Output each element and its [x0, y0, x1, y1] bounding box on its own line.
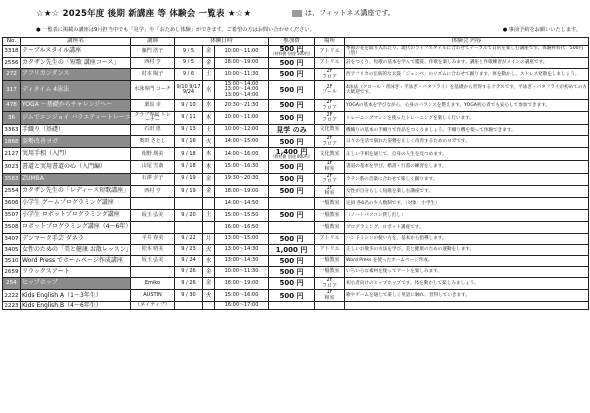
row-place: 1F 和室 [315, 290, 345, 302]
row-place: アトリエ [315, 234, 345, 245]
row-content: 正しいお散歩の方法を学び、美と健康のための運動をします。 [345, 245, 589, 256]
row-time: 16:00〜17:00 [215, 302, 269, 310]
row-date [175, 302, 203, 310]
row-teacher: 栗原 幸 [131, 100, 175, 112]
row-fee: 500 円 [269, 185, 315, 197]
row-id: 272 [3, 68, 21, 80]
row-fee-note: （教材費 別途 900円） [270, 154, 313, 160]
row-date: 9 / 10 [175, 100, 203, 112]
row-fee: 500 円 [269, 100, 315, 112]
table-row [3, 210, 589, 222]
row-id: 2223 [4, 302, 19, 309]
row-teacher: 坂玉 弘美 [131, 210, 175, 222]
row-date: 9 / 20 [175, 210, 203, 222]
row-date: 9 / 6 [175, 68, 203, 80]
table-row [3, 267, 589, 278]
row-place: 1F 和室 [315, 161, 345, 173]
col-course: 講座名 [21, 38, 131, 46]
row-time: 10:00〜11:30 [215, 267, 269, 278]
note-right: ● 事前予約をお願いいたします。 [502, 27, 581, 33]
row-course-name: カクザン先生の「レディース短歌講座」 [21, 185, 131, 197]
row-time: 18:00〜19:00 [215, 278, 269, 290]
row-fee [269, 198, 315, 210]
row-place: アトリエ [315, 57, 345, 68]
table-row [3, 125, 589, 136]
notes [36, 26, 581, 33]
table-row [3, 278, 589, 290]
row-date: 9/10 9/17 9/24 [175, 81, 203, 100]
row-date: 9 / 30 [175, 290, 203, 302]
row-id: 3606 [3, 198, 21, 210]
row-fee: 500 円 [269, 234, 315, 245]
table-row [3, 57, 589, 68]
row-content: 日々の生活で崩れた姿勢を正しく改善するためのヨガです。 [345, 136, 589, 148]
row-content: YOGAの基本を学びながら、心身のバランスを整えます。YOGA初心者でも安心して参加できます。 [345, 100, 589, 112]
row-teacher: 石澤 夕子 [131, 173, 175, 185]
row-fee: 500 円 [269, 68, 315, 80]
row-teacher: （ネイティブ） [131, 302, 175, 310]
table-row [3, 81, 589, 100]
row-course-name: ZUMBA [21, 173, 131, 185]
row-id: 3510 [3, 256, 21, 267]
row-date: 9 / 22 [175, 234, 203, 245]
row-time: 13:00〜15:00 [215, 234, 269, 245]
row-date: 9 / 13 [175, 125, 203, 136]
row-content: 歌やゲームを通じて楽しく英語に触れ、習得していきます。 [345, 290, 589, 302]
row-time: 15:00〜15:50 [215, 210, 269, 222]
row-time: 10:00〜11:00 [215, 112, 269, 125]
row-weekday: 金 [203, 278, 215, 290]
row-fee: 500 円 [269, 267, 315, 278]
row-teacher: 山尾 雪斎 [131, 161, 175, 173]
row-date: 9 / 24 [175, 256, 203, 267]
row-content: プログラミング、ロボット講座です。 [345, 222, 589, 234]
row-teacher: 坂玉 弘美 [131, 256, 175, 267]
row-time: 13:00〜14:30 [215, 245, 269, 256]
table-row [3, 148, 589, 161]
row-course-name: Word Press でホームページ作成講座 [21, 256, 131, 267]
row-content: 季節の花を取り入れたり、現代のライフスタイルに合わせてテーブルで日常を楽しむ講座です。体験材料代：500円（別） [345, 46, 589, 58]
row-place: 文化教室 [315, 148, 345, 161]
row-place: 一般教室 [315, 222, 345, 234]
row-content [345, 302, 589, 310]
row-id: 478 [3, 100, 21, 112]
row-place: 一般教室 [315, 267, 345, 278]
row-place: アトリエ [315, 46, 345, 58]
table-row [3, 222, 589, 234]
course-table [2, 37, 589, 310]
row-place: 2F フロア [315, 100, 345, 112]
row-content: ハンドミシンの使い方を、基本から指導します。 [345, 234, 589, 245]
row-teacher: 奥田 さとし [131, 136, 175, 148]
row-weekday: 水 [203, 256, 215, 267]
row-weekday [203, 302, 215, 310]
row-date [175, 198, 203, 210]
row-fee: 500 円 [269, 136, 315, 148]
row-weekday: 月 [203, 234, 215, 245]
row-date: 9 / 26 [175, 267, 203, 278]
row-date: 9 / 5 [175, 46, 203, 58]
row-content: 機織りの基本の手織りで作品をつくりましょう。手織り機を使って体験できます。 [345, 125, 589, 136]
row-fee: 500 円 [269, 173, 315, 185]
row-teacher: 藤門 浩子 [131, 46, 175, 58]
row-teacher [131, 267, 175, 278]
row-content: 詩をつくり、短歌の基本を学んで鑑賞、作歌を楽しみます。講座と作歌練習がメインの講座です。 [345, 57, 589, 68]
table-row [3, 256, 589, 267]
row-id: 3407 [3, 234, 21, 245]
row-id: 3508 [3, 222, 21, 234]
row-place: 一般教室 [315, 198, 345, 210]
row-content: 定員 各6名の少人数制です。（対象：小学生） [345, 198, 589, 210]
row-fee: 500 円 [269, 290, 315, 302]
page-title: ☆★☆ 2025年度 後期 新講座 等 体験会 一覧表 ★☆★ [36, 9, 252, 19]
row-fee-note: （材料費 別途 500円） [270, 51, 313, 57]
row-time: 14:00〜16:00 [215, 148, 269, 161]
col-place: 場所 [315, 38, 345, 46]
table-row [3, 173, 589, 185]
table-row [3, 245, 589, 256]
row-teacher: 平井 春美 [131, 234, 175, 245]
col-no: No. [3, 38, 21, 46]
row-time: 14:00〜14:50 [215, 198, 269, 210]
row-course-name: Kids English B（4〜6年生） [21, 302, 131, 310]
row-content: Word Press を使ったホームページ作成。 [345, 256, 589, 267]
row-content: 西アフリカの伝統的な太鼓「ジェンベ」のリズムに合わせて踊ります。体を動かし、ストレス発散をしましょう。 [345, 68, 589, 80]
row-id: 3023 [3, 161, 21, 173]
row-weekday: 火 [203, 245, 215, 256]
row-place: 2F フロア [315, 112, 345, 125]
row-weekday: 土 [203, 210, 215, 222]
row-fee [269, 302, 315, 310]
table-row [3, 290, 589, 302]
row-id: 2127 [3, 148, 21, 161]
row-weekday: 金 [203, 46, 215, 58]
table-row [3, 46, 589, 58]
row-fee [269, 222, 315, 234]
row-fee: 500 円 [269, 210, 315, 222]
row-date: 9 / 23 [175, 245, 203, 256]
row-course-name: 小学生 ロボットプログラミング講座 [21, 210, 131, 222]
row-teacher: 相野 瑛美 [131, 148, 175, 161]
table-row [3, 185, 589, 197]
row-course-name: 小学生 ゲームプログラミング講座 [21, 198, 131, 210]
legend [292, 8, 395, 18]
row-date: 9 / 19 [175, 185, 203, 197]
row-weekday: 金 [203, 267, 215, 278]
row-course-name: Kids English A（1〜3年生） [21, 290, 131, 302]
row-fee: 500 円 （材料費 別途 500円） [270, 45, 313, 57]
note-left: ● 一覧表に掲載の講座は9月担当中でも「見学」や「おためし体験」ができます。ご希望の方はお問い合わせください。 [36, 27, 315, 33]
row-content: いろいろな素材を使ってアートを楽しみます。 [345, 267, 589, 278]
row-teacher: クラブ専属 トレーナー [131, 112, 175, 125]
row-weekday: 火 [203, 290, 215, 302]
col-fee: 参加費 [269, 38, 315, 46]
row-content: 女性が自分らしく短歌を楽しむ講座です。 [345, 185, 589, 197]
row-fee: 1,400 円 （教材費 別途 900円） [270, 148, 313, 160]
row-date: 9 / 19 [175, 173, 203, 185]
row-date [175, 222, 203, 234]
row-time: 18:00〜19:00 [215, 57, 269, 68]
row-date: 9 / 18 [175, 148, 203, 161]
row-id: 2222 [3, 290, 21, 302]
row-teacher: 石田 恵 [131, 125, 175, 136]
row-teacher: 松本 晴美 [131, 245, 175, 256]
row-course-name: YOGA 〜基礎からチャレンジへ〜 [21, 100, 131, 112]
row-place: 2F フロア [315, 136, 345, 148]
row-course-name: 手織り（基礎） [21, 125, 131, 136]
row-place: 1F 和室 [315, 185, 345, 197]
row-time: 10:00〜11:30 [215, 68, 269, 80]
table-row [3, 234, 589, 245]
row-time: 13:00〜14:30 [215, 256, 269, 267]
row-time: 16:00〜16:50 [215, 222, 269, 234]
row-weekday: 木 [203, 112, 215, 125]
row-fee: 500 円 [269, 161, 315, 173]
row-time: 14:00〜15:00 [215, 136, 269, 148]
row-course-name: 女性のための「美と健康 お散レッスン」 [21, 245, 131, 256]
row-teacher: 西村 亨 [131, 185, 175, 197]
row-teacher: Emiko [131, 278, 175, 290]
table-row [3, 302, 589, 310]
row-fee: 見学 のみ [269, 125, 315, 136]
row-content: トレーニングマシンを使ったトレーニングを楽しく行います。 [345, 112, 589, 125]
row-weekday [203, 198, 215, 210]
row-weekday: 土 [203, 125, 215, 136]
row-weekday: 火 [203, 136, 215, 148]
row-time: 20:30〜21:30 [215, 100, 269, 112]
row-date: 9 / 5 [175, 57, 203, 68]
row-id: 254 [3, 278, 21, 290]
row-place [315, 302, 345, 310]
row-id: 317 [3, 81, 21, 100]
row-time: 10:00〜11:00 [215, 46, 269, 58]
row-time: 13:00〜14:00 13:00〜14:00 13:00〜14:00 [215, 81, 269, 100]
row-fee: 1,000 円 [269, 245, 315, 256]
row-id: 2556 [3, 57, 21, 68]
row-time: 19:30〜20:30 [215, 173, 269, 185]
row-course-name: 書道と実用書道の心（入門編） [21, 161, 131, 173]
row-id: 3405 [3, 245, 21, 256]
row-fee: 500 円 [269, 81, 315, 100]
row-teacher: 村本 陽子 [131, 68, 175, 80]
row-place: 2F プール [315, 81, 345, 100]
row-weekday: 木 [203, 161, 215, 173]
row-weekday [203, 222, 215, 234]
row-id: 1868 [3, 136, 21, 148]
row-place: 一般教室 [315, 210, 345, 222]
row-date: 9 / 11 [175, 112, 203, 125]
row-place: アトリエ [315, 245, 345, 256]
row-date: 9 / 16 [175, 136, 203, 148]
row-teacher [131, 222, 175, 234]
row-weekday: 水 [203, 81, 215, 100]
row-fee: 500 円 [269, 256, 315, 267]
row-id: 3363 [3, 125, 21, 136]
row-content: 正しい手相を通じて、自身の人生を見つめます。 [345, 148, 589, 161]
row-content: 初心者向けのヒップホップです。体を動かして楽しみましょう。 [345, 278, 589, 290]
row-content: （ノートパソコン貸し出し） [345, 210, 589, 222]
row-course-name: カクザン先生の「短歌 講座コース」 [21, 57, 131, 68]
row-course-name: ロボットプログラミング講座（4〜6年） [21, 222, 131, 234]
row-course-name: デンマーク手芸 ダネラ [21, 234, 131, 245]
legend-gray-swatch [292, 10, 302, 17]
row-place: 2F フロア [315, 278, 345, 290]
row-weekday: 金 [203, 173, 215, 185]
row-fee: 500 円 [269, 57, 315, 68]
row-fee: 500 円 [269, 278, 315, 290]
row-place: 2F フロア [315, 173, 345, 185]
row-content: 書道の基本を学び、楷書・行書の練習をします。 [345, 161, 589, 173]
table-row [3, 68, 589, 80]
row-time: 18:00〜19:00 [215, 185, 269, 197]
row-id: 2659 [3, 267, 21, 278]
row-fee: 500 円 [269, 112, 315, 125]
row-weekday: 金 [203, 57, 215, 68]
row-content: 4泳法（クロール・背泳ぎ・平泳ぎ・バタフライ）を基礎から習得するクラスです。平泳ぎ・バタフライが初めての方大歓迎です。 [345, 81, 589, 100]
row-date: 9 / 26 [175, 278, 203, 290]
row-weekday: 水 [203, 100, 215, 112]
legend-text: は、フィットネス講座です。 [305, 9, 395, 17]
table-row [3, 136, 589, 148]
row-course-name: 実用手相（入門） [21, 148, 131, 161]
row-teacher [131, 198, 175, 210]
row-place: 文化教室 [315, 125, 345, 136]
row-weekday: 金 [203, 185, 215, 197]
row-id: 3507 [3, 210, 21, 222]
row-course-name: ジムでエンジョイ バラエティートレーニング！ [21, 112, 131, 125]
row-id: 3583 [3, 173, 21, 185]
row-id: 2554 [3, 185, 21, 197]
row-weekday: 土 [203, 68, 215, 80]
row-teacher: 水泳専門 コーチ [131, 81, 175, 100]
row-course-name: リラックスアート [21, 267, 131, 278]
table-row [3, 100, 589, 112]
row-time: 10:00〜12:00 [215, 125, 269, 136]
table-row [3, 198, 589, 210]
row-date: 9 / 18 [175, 161, 203, 173]
row-place: 2F フロア [315, 68, 345, 80]
row-course-name: ヒップホップ [21, 278, 131, 290]
row-course-name: 姿勢改善ヨガ [21, 136, 131, 148]
row-weekday: 木 [203, 148, 215, 161]
row-time: 15:00〜16:00 [215, 290, 269, 302]
table-body [3, 46, 589, 310]
row-teacher: AUSTIN [131, 290, 175, 302]
table-row [3, 161, 589, 173]
row-course-name: アフリカンダンス [21, 68, 131, 80]
row-place: 一般教室 [315, 256, 345, 267]
col-teacher: 講師 [131, 38, 175, 46]
row-course-name: ディタイム 4泳法 [21, 81, 131, 100]
row-teacher: 西村 亨 [131, 57, 175, 68]
col-content: 体験会 内容 [345, 38, 589, 46]
col-datetime: 体験日時 [175, 38, 269, 46]
row-content: ラテン系の音楽に合わせて楽しく踊ります。 [345, 173, 589, 185]
row-id: 36 [3, 112, 21, 125]
row-time: 15:00〜16:30 [215, 161, 269, 173]
row-id: 3318 [3, 46, 21, 58]
table-row [3, 112, 589, 125]
row-course-name: テーブルスタイル講座 [21, 46, 131, 58]
